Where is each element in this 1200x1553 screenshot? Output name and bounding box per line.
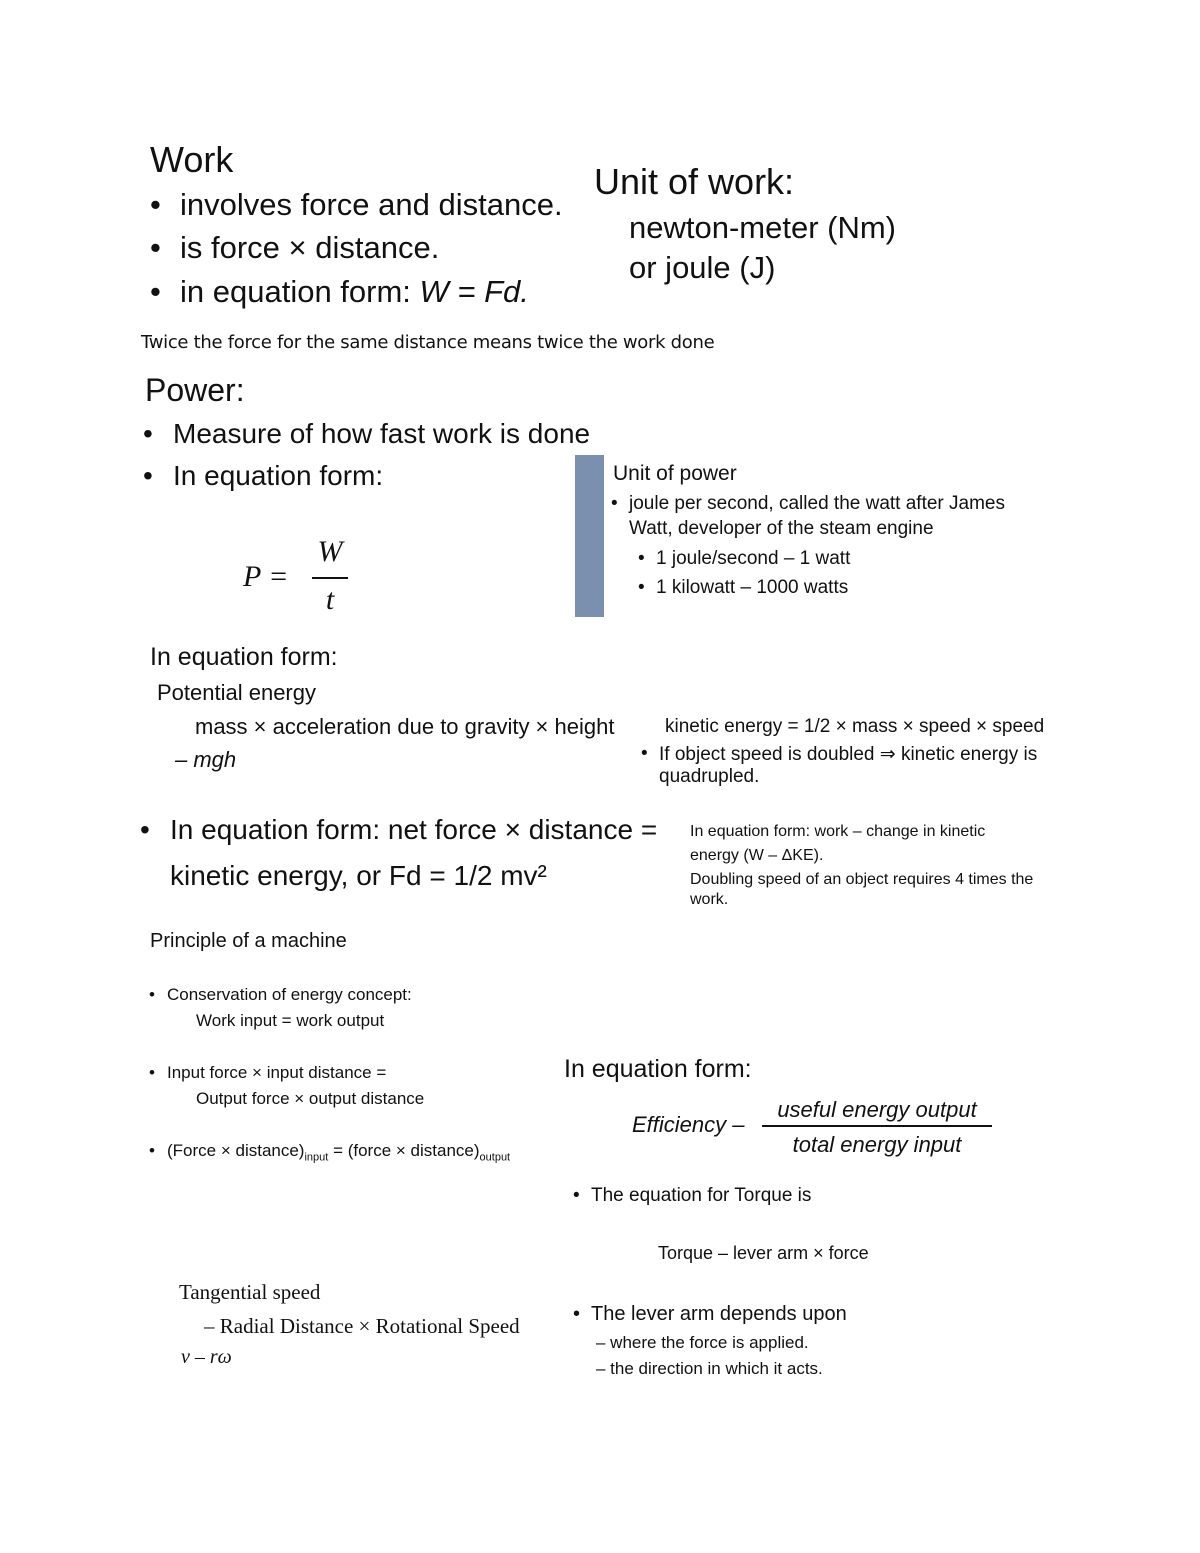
machine-bullet-3-sub-input: input — [304, 1151, 329, 1164]
work-energy-line-1: • In equation form: net force × distance = — [170, 814, 657, 846]
efficiency-heading: In equation form: — [564, 1055, 752, 1083]
unit-of-power-accent-bar — [575, 455, 604, 617]
tangential-line: – Radial Distance × Rotational Speed — [204, 1314, 520, 1338]
power-title: Power: — [145, 372, 245, 408]
work-equation: W = Fd. — [419, 274, 529, 309]
tangential-title: Tangential speed — [179, 1280, 321, 1304]
work-title: Work — [150, 139, 234, 180]
lever-arm-bullet: • The lever arm depends upon — [591, 1303, 847, 1326]
tangential-equation: v – rω — [181, 1346, 232, 1368]
machine-title: Principle of a machine — [150, 930, 347, 952]
power-formula-lhs: P = — [243, 560, 289, 593]
machine-bullet-3-sub-output: output — [479, 1151, 511, 1164]
unit-of-power-bullet-cont: Watt, developer of the steam engine — [629, 518, 934, 539]
pe-line: mass × acceleration due to gravity × height — [195, 714, 615, 739]
efficiency-numerator: useful energy output — [777, 1097, 977, 1122]
unit-of-power-sub-1: • 1 joule/second – 1 watt — [656, 548, 850, 570]
torque-equation: Torque – lever arm × force — [658, 1243, 869, 1263]
ke-bullet: • If object speed is doubled ⇒ kinetic energy is — [659, 743, 1037, 766]
power-bullet-1: • Measure of how fast work is done — [173, 418, 590, 450]
power-formula-numerator: W — [317, 535, 343, 568]
pe-equation: – mgh — [175, 747, 237, 772]
efficiency-fraction-line — [762, 1125, 992, 1127]
machine-bullet-3 — [167, 1141, 510, 1163]
unit-of-work-title: Unit of work: — [594, 161, 795, 202]
machine-bullet-1: • Conservation of energy concept: — [167, 985, 412, 1005]
work-energy-line-2: kinetic energy, or Fd = 1/2 mv² — [170, 860, 547, 891]
machine-bullet-2-sub: Output force × output distance — [196, 1089, 425, 1108]
pe-label: Potential energy — [157, 680, 316, 705]
work-bullet-1: • involves force and distance. — [180, 187, 563, 223]
power-formula-denominator: t — [325, 583, 335, 616]
pe-heading: In equation form: — [150, 643, 338, 671]
torque-bullet: • The equation for Torque is — [591, 1185, 811, 1207]
power-bullet-2: • In equation form: — [173, 460, 383, 492]
unit-of-work-line-1: newton-meter (Nm) — [629, 210, 896, 245]
work-ke-line-3: Doubling speed of an object requires 4 times the — [690, 871, 1034, 888]
work-bullet-3 — [180, 274, 529, 310]
ke-bullet-cont: quadrupled. — [659, 766, 760, 787]
machine-bullet-1-sub: Work input = work output — [196, 1011, 385, 1030]
work-ke-line-2: energy (W – ΔKE). — [690, 847, 824, 864]
work-note: Twice the force for the same distance means twice the work done — [141, 332, 715, 353]
unit-of-power-sub-2: • 1 kilowatt – 1000 watts — [656, 577, 848, 599]
machine-bullet-2: • Input force × input distance = — [167, 1063, 386, 1083]
ke-line: kinetic energy = 1/2 × mass × speed × speed — [665, 716, 1045, 737]
unit-of-work-line-2: or joule (J) — [629, 250, 776, 285]
unit-of-power-bullet: • joule per second, called the watt after James — [629, 493, 1005, 515]
unit-of-power-title: Unit of power — [613, 462, 737, 485]
work-ke-line-4: work. — [690, 891, 729, 908]
power-formula-fraction-line — [312, 577, 348, 579]
work-bullet-2: • is force × distance. — [180, 230, 439, 266]
machine-bullet-3-a: (Force × distance) — [167, 1141, 305, 1160]
lever-arm-sub-2: – the direction in which it acts. — [596, 1359, 823, 1378]
lever-arm-sub-1: – where the force is applied. — [596, 1333, 809, 1352]
work-ke-line-1: In equation form: work – change in kinetic — [690, 823, 986, 840]
efficiency-lhs: Efficiency – — [632, 1112, 745, 1137]
work-bullet-3-text: in equation form: — [180, 274, 420, 309]
efficiency-denominator: total energy input — [792, 1132, 962, 1157]
machine-bullet-3-b: = (force × distance) — [328, 1141, 480, 1160]
